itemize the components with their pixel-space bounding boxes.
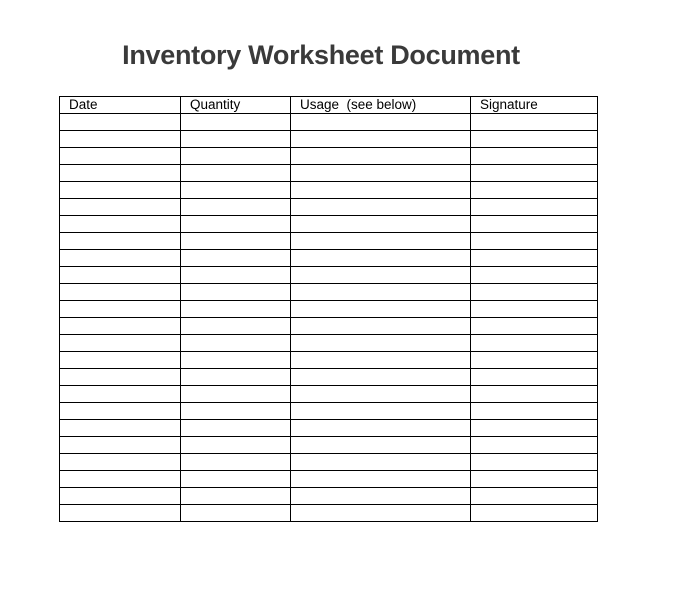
cell-quantity	[181, 437, 291, 454]
table-row	[60, 403, 598, 420]
cell-date	[60, 505, 181, 522]
cell-signature	[471, 250, 598, 267]
cell-usage	[291, 165, 471, 182]
cell-usage	[291, 301, 471, 318]
document-title: Inventory Worksheet Document	[122, 40, 520, 70]
cell-signature	[471, 182, 598, 199]
header-date: Date	[60, 97, 181, 114]
cell-signature	[471, 267, 598, 284]
cell-quantity	[181, 335, 291, 352]
cell-quantity	[181, 284, 291, 301]
cell-quantity	[181, 352, 291, 369]
cell-quantity	[181, 114, 291, 131]
cell-date	[60, 471, 181, 488]
cell-quantity	[181, 199, 291, 216]
cell-usage	[291, 335, 471, 352]
table-row	[60, 386, 598, 403]
cell-usage	[291, 318, 471, 335]
cell-date	[60, 267, 181, 284]
cell-date	[60, 386, 181, 403]
cell-date	[60, 369, 181, 386]
table-row	[60, 471, 598, 488]
cell-signature	[471, 454, 598, 471]
cell-quantity	[181, 454, 291, 471]
table-header-row	[60, 97, 598, 114]
cell-date	[60, 284, 181, 301]
cell-date	[60, 199, 181, 216]
cell-quantity	[181, 420, 291, 437]
cell-quantity	[181, 471, 291, 488]
cell-date	[60, 250, 181, 267]
cell-usage	[291, 454, 471, 471]
header-quantity: Quantity	[181, 97, 291, 114]
cell-usage	[291, 471, 471, 488]
cell-usage	[291, 369, 471, 386]
cell-date	[60, 352, 181, 369]
cell-quantity	[181, 318, 291, 335]
cell-usage	[291, 386, 471, 403]
table-row	[60, 131, 598, 148]
table-row	[60, 233, 598, 250]
cell-usage	[291, 148, 471, 165]
cell-quantity	[181, 165, 291, 182]
cell-usage	[291, 267, 471, 284]
cell-quantity	[181, 250, 291, 267]
table-row	[60, 250, 598, 267]
cell-usage	[291, 199, 471, 216]
table-row	[60, 335, 598, 352]
table-row	[60, 199, 598, 216]
cell-signature	[471, 216, 598, 233]
table-row	[60, 318, 598, 335]
cell-signature	[471, 284, 598, 301]
cell-usage	[291, 420, 471, 437]
cell-usage	[291, 250, 471, 267]
cell-usage	[291, 505, 471, 522]
cell-date	[60, 233, 181, 250]
cell-quantity	[181, 233, 291, 250]
cell-quantity	[181, 131, 291, 148]
cell-quantity	[181, 301, 291, 318]
cell-date	[60, 403, 181, 420]
cell-date	[60, 216, 181, 233]
header-signature: Signature	[471, 97, 598, 114]
table-row	[60, 437, 598, 454]
cell-signature	[471, 437, 598, 454]
cell-signature	[471, 318, 598, 335]
cell-usage	[291, 403, 471, 420]
cell-usage	[291, 182, 471, 199]
table-row	[60, 505, 598, 522]
cell-signature	[471, 403, 598, 420]
table-row	[60, 114, 598, 131]
cell-signature	[471, 233, 598, 250]
cell-signature	[471, 301, 598, 318]
table-row	[60, 182, 598, 199]
cell-quantity	[181, 403, 291, 420]
cell-quantity	[181, 182, 291, 199]
inventory-table	[59, 96, 598, 522]
cell-usage	[291, 114, 471, 131]
cell-signature	[471, 335, 598, 352]
cell-quantity	[181, 505, 291, 522]
cell-signature	[471, 488, 598, 505]
cell-signature	[471, 369, 598, 386]
cell-date	[60, 437, 181, 454]
cell-date	[60, 301, 181, 318]
cell-date	[60, 148, 181, 165]
cell-date	[60, 318, 181, 335]
cell-signature	[471, 148, 598, 165]
cell-usage	[291, 233, 471, 250]
cell-date	[60, 114, 181, 131]
table-row	[60, 369, 598, 386]
table-row	[60, 267, 598, 284]
table-row	[60, 488, 598, 505]
table-row	[60, 301, 598, 318]
cell-quantity	[181, 267, 291, 284]
cell-signature	[471, 114, 598, 131]
table-row	[60, 420, 598, 437]
cell-usage	[291, 131, 471, 148]
cell-signature	[471, 505, 598, 522]
cell-quantity	[181, 369, 291, 386]
cell-signature	[471, 165, 598, 182]
table-row	[60, 148, 598, 165]
cell-date	[60, 182, 181, 199]
cell-quantity	[181, 148, 291, 165]
cell-signature	[471, 131, 598, 148]
cell-signature	[471, 352, 598, 369]
cell-date	[60, 488, 181, 505]
cell-quantity	[181, 488, 291, 505]
table-row	[60, 216, 598, 233]
cell-date	[60, 335, 181, 352]
cell-signature	[471, 199, 598, 216]
cell-signature	[471, 420, 598, 437]
cell-quantity	[181, 216, 291, 233]
cell-signature	[471, 386, 598, 403]
table-body	[60, 114, 598, 522]
cell-signature	[471, 471, 598, 488]
table-row	[60, 284, 598, 301]
cell-quantity	[181, 386, 291, 403]
cell-date	[60, 165, 181, 182]
cell-usage	[291, 488, 471, 505]
header-usage: Usage (see below)	[291, 97, 471, 114]
table-row	[60, 454, 598, 471]
cell-usage	[291, 284, 471, 301]
cell-date	[60, 131, 181, 148]
table-row	[60, 165, 598, 182]
cell-usage	[291, 437, 471, 454]
table-row	[60, 352, 598, 369]
cell-date	[60, 420, 181, 437]
cell-usage	[291, 352, 471, 369]
cell-usage	[291, 216, 471, 233]
cell-date	[60, 454, 181, 471]
